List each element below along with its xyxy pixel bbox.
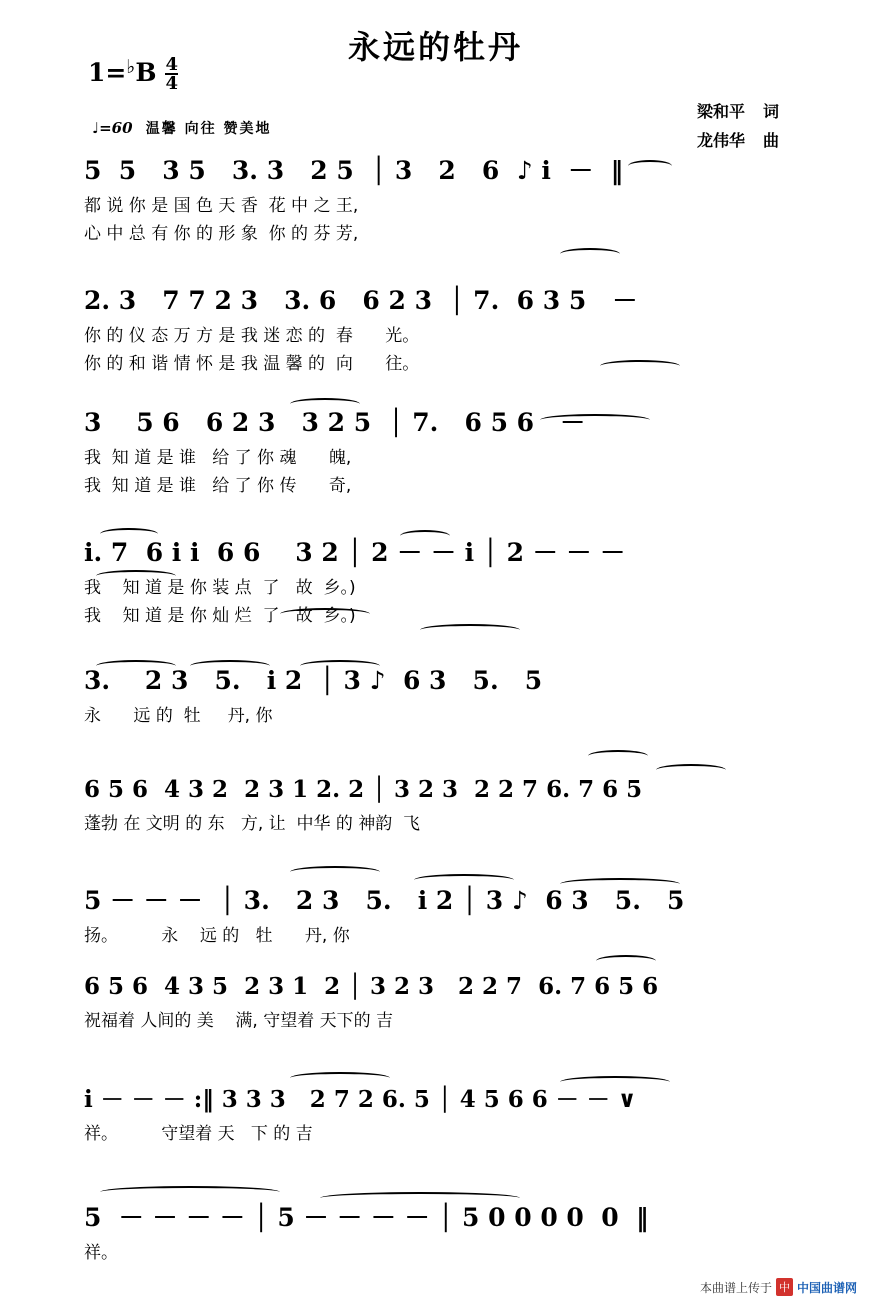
music-system (84, 778, 790, 837)
site-credit (700, 1278, 857, 1296)
credit-text: 本曲谱上传于 (699, 1280, 772, 1295)
lyric-line: 你 的 和 谐 情 怀 是 我 温 馨 的 向 往。 (84, 354, 420, 375)
music-system (84, 540, 790, 630)
slur-mark (596, 955, 656, 967)
slur-mark (560, 878, 680, 890)
music-system (84, 888, 790, 949)
slur-mark (100, 528, 158, 540)
slur-mark (100, 1186, 280, 1198)
slur-mark (414, 874, 514, 886)
lyric-line: 永 远 的 牡 丹, 你 (84, 706, 273, 726)
slur-mark (96, 570, 176, 582)
notation-line: 5 － － － │ 3. 2 3 5. i 2 │ 3 ♪ 6 3 5. 5 (84, 886, 685, 915)
slur-mark (320, 1192, 520, 1204)
lyricist-line (697, 98, 779, 127)
notation-line: 6 5 6 4 3 2 2 3 1 2. 2 │ 3 2 3 2 2 7 6. 7 6 5 (84, 776, 643, 803)
lyricist-name: 梁和平 (696, 102, 745, 121)
composer-role: 曲 (762, 130, 779, 150)
slur-mark (280, 608, 370, 620)
slur-mark (290, 398, 360, 410)
lyric-line: 扬。 永 远 的 牡 丹, 你 (84, 926, 350, 946)
time-signature-denominator: 4 (165, 73, 178, 95)
notation-line: 5 5 3 5 3. 3 2 5 │ 3 2 6 ♪ i － ‖ (84, 156, 624, 185)
slur-mark (420, 624, 520, 636)
slur-mark (540, 414, 650, 426)
lyric-line: 祝福着 人间的 美 满, 守望着 天下的 吉 (84, 1011, 394, 1031)
notation-line: 5 － － － － │ 5 － － － － │ 5 0 0 0 0 0 ‖ (84, 1203, 649, 1232)
page-title: 永远的牡丹 (347, 28, 523, 66)
lyric-line: 祥。 (84, 1243, 118, 1263)
slur-mark (96, 660, 176, 672)
tempo-value: ♩=60 (92, 119, 133, 137)
music-system (84, 288, 790, 378)
slur-mark (190, 660, 270, 672)
composer-name: 龙伟华 (696, 130, 745, 150)
lyric-line: 我 知 道 是 你 灿 烂 了 故 乡。) (84, 606, 356, 627)
slur-mark (588, 750, 648, 762)
slur-mark (400, 530, 450, 542)
lyric-line: 你 的 仪 态 万 方 是 我 迷 恋 的 春 光。 (84, 326, 420, 346)
slur-mark (600, 360, 680, 372)
lyric-line: 蓬勃 在 文明 的 东 方, 让 中华 的 神韵 飞 (84, 814, 421, 834)
time-signature (165, 54, 178, 95)
slur-mark (656, 764, 726, 776)
key-flat-symbol: ♭ (126, 56, 136, 78)
notation-line: 2. 3 7 7 2 3 3. 6 6 2 3 │ 7. 6 3 5 － (84, 286, 638, 315)
expression-marking: 温馨 向往 赞美地 (145, 121, 272, 137)
slur-mark (300, 660, 380, 672)
music-system (84, 410, 790, 500)
tempo-marking (92, 118, 272, 138)
lyric-line: 我 知 道 是 谁 给 了 你 传 奇, (84, 476, 352, 497)
music-system (84, 975, 790, 1034)
key-signature (88, 54, 178, 95)
slur-mark (560, 248, 620, 260)
music-system (84, 668, 790, 729)
lyricist-role: 词 (762, 102, 779, 121)
music-system (84, 1088, 790, 1147)
slur-mark (560, 1076, 670, 1088)
notation-line: 6 5 6 4 3 5 2 3 1 2 │ 3 2 3 2 2 7 6. 7 6 5 6 (84, 973, 659, 1000)
music-system (84, 158, 790, 248)
slur-mark (290, 866, 380, 878)
time-signature-numerator: 4 (165, 54, 178, 75)
key-letter: B (135, 58, 157, 87)
notation-line: i. 7 6 i i 6 6 3 2 │ 2 － － i │ 2 － － － (84, 538, 626, 567)
slur-mark (628, 160, 672, 172)
notation-line: 3 5 6 6 2 3 3 2 5 │ 7. 6 5 6 － (84, 408, 586, 437)
key-equals-label: 1= (88, 58, 127, 87)
site-logo-icon: 中 (776, 1278, 793, 1296)
music-system (84, 1205, 790, 1266)
site-name: 中国曲谱网 (796, 1280, 857, 1295)
notation-line: 3. 2 3 5. i 2 │ 3 ♪ 6 3 5. 5 (84, 666, 543, 695)
composer-line (697, 127, 779, 156)
lyric-line: 我 知 道 是 谁 给 了 你 魂 魄, (84, 448, 352, 468)
lyric-line: 都 说 你 是 国 色 天 香 花 中 之 王, (84, 196, 359, 216)
notation-line: i － － － :‖ 3 3 3 2 7 2 6. 5 │ 4 5 6 6 － － ∨ (84, 1086, 637, 1113)
lyric-line: 我 知 道 是 你 装 点 了 故 乡。) (84, 578, 356, 598)
slur-mark (290, 1072, 390, 1084)
lyric-line: 祥。 守望着 天 下 的 吉 (84, 1124, 313, 1144)
lyric-line: 心 中 总 有 你 的 形 象 你 的 芬 芳, (84, 224, 359, 245)
authors-block (697, 98, 779, 156)
